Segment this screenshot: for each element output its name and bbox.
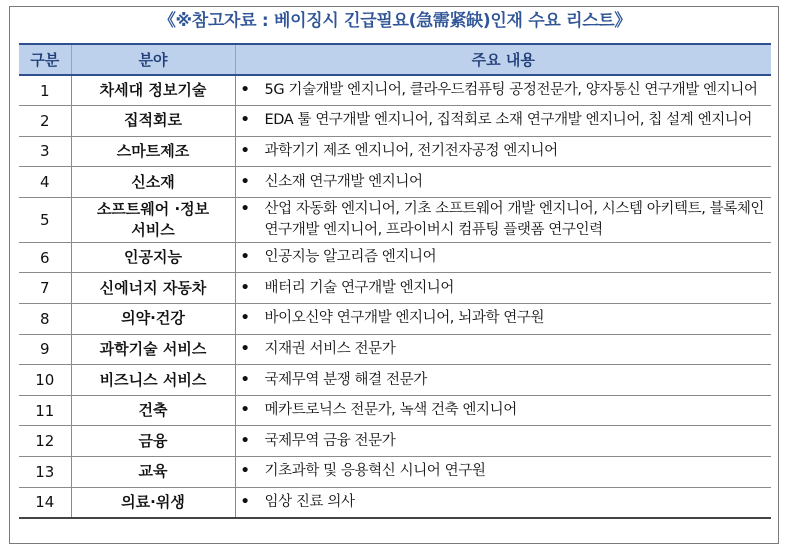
row-field-label: 집적회로: [124, 111, 182, 130]
row-number: 10: [19, 365, 71, 396]
table-row: [19, 167, 771, 198]
row-number: 12: [19, 426, 71, 457]
row-field: [71, 457, 235, 488]
row-field-label: 의료·위생: [121, 492, 185, 511]
row-field-label: 소프트웨어 ·정보: [96, 199, 210, 218]
row-content: 국제무역 분쟁 해결 전문가: [264, 371, 427, 388]
row-field: [71, 304, 235, 335]
row-field-label: 스마트제조: [116, 141, 190, 160]
row-field-label: 서비스: [131, 220, 175, 239]
row-field-label: 인공지능: [124, 248, 182, 267]
table-row: [19, 365, 771, 396]
row-content: 메카트로닉스 전문가, 녹색 건축 엔지니어: [264, 402, 517, 419]
bullet-icon: •: [240, 310, 250, 327]
table-row: [19, 242, 771, 273]
table-row: [19, 136, 771, 167]
row-content: 배터리 기술 연구개발 엔지니어: [264, 279, 455, 296]
row-content-cell: [235, 487, 771, 518]
row-content-cell: [235, 273, 771, 304]
row-number: 3: [19, 136, 71, 167]
header-field: 분야: [71, 44, 235, 75]
row-field: [71, 106, 235, 137]
row-content-cell: [235, 106, 771, 137]
row-field-label: 건축: [138, 401, 168, 420]
talent-demand-table: [19, 43, 771, 519]
bullet-icon: •: [240, 279, 250, 296]
bullet-icon: •: [240, 493, 250, 510]
row-content-cell: [235, 426, 771, 457]
row-content: 국제무역 금융 전문가: [264, 432, 396, 449]
row-content-cell: [235, 365, 771, 396]
row-number: 6: [19, 242, 71, 273]
row-number: 11: [19, 395, 71, 426]
row-field: [71, 426, 235, 457]
row-content-cell: [235, 395, 771, 426]
bullet-icon: •: [240, 200, 250, 217]
row-field-label: 금융: [138, 431, 168, 450]
bullet-icon: •: [240, 249, 250, 266]
table-row: [19, 395, 771, 426]
row-content-cell: [235, 136, 771, 167]
page-title: 《※참고자료 : 베이징시 긴급필요(急需紧缺)인재 수요 리스트》: [158, 11, 632, 31]
row-number: 13: [19, 457, 71, 488]
row-content-cell: [235, 334, 771, 365]
bullet-icon: •: [240, 173, 250, 190]
row-content: EDA 툴 연구개발 엔지니어, 집적회로 소재 연구개발 엔지니어, 칩 설계 엔지니어: [264, 112, 753, 129]
row-content-cell: [235, 75, 771, 106]
bullet-icon: •: [240, 340, 250, 357]
row-number: 4: [19, 167, 71, 198]
row-content: 바이오신약 연구개발 엔지니어, 뇌과학 연구원: [264, 310, 545, 327]
row-field: [71, 273, 235, 304]
row-field: [71, 242, 235, 273]
row-content: 산업 자동화 엔지니어, 기초 소프트웨어 개발 엔지니어, 시스템 아키텍트, 블록체인 연구개발 엔지니어, 프라이버시 컴퓨팅 플랫폼 연구인력: [264, 200, 765, 238]
row-field: [71, 75, 235, 106]
row-content-cell: [235, 457, 771, 488]
table-row: [19, 197, 771, 242]
row-number: 7: [19, 273, 71, 304]
row-number: 5: [19, 197, 71, 242]
bullet-icon: •: [240, 82, 250, 99]
row-field: [71, 334, 235, 365]
row-content: 기초과학 및 응용혁신 시니어 연구원: [264, 463, 486, 480]
row-content-cell: [235, 304, 771, 335]
row-number: 14: [19, 487, 71, 518]
table-row: [19, 457, 771, 488]
row-field-label: 의약·건강: [121, 309, 185, 328]
row-field: [71, 395, 235, 426]
row-field-label: 신소재: [131, 172, 175, 191]
row-content: 지재권 서비스 전문가: [264, 340, 396, 357]
row-content-cell: [235, 197, 771, 242]
header-content: 주요 내용: [235, 44, 771, 75]
row-content-cell: [235, 167, 771, 198]
row-number: 9: [19, 334, 71, 365]
table-row: [19, 304, 771, 335]
bullet-icon: •: [240, 112, 250, 129]
table-row: [19, 75, 771, 106]
row-content: 과학기기 제조 엔지니어, 전기전자공정 엔지니어: [264, 142, 558, 159]
row-content: 신소재 연구개발 엔지니어: [264, 173, 423, 190]
table-row: [19, 106, 771, 137]
row-field-label: 차세대 정보기술: [99, 81, 207, 100]
row-field-label: 과학기술 서비스: [99, 339, 207, 358]
table-row: [19, 334, 771, 365]
header-category: 구분: [19, 44, 71, 75]
table-row: [19, 487, 771, 518]
row-field: [71, 365, 235, 396]
row-field-label: 신에너지 자동차: [99, 278, 207, 297]
row-field-label: 교육: [138, 462, 168, 481]
bullet-icon: •: [240, 371, 250, 388]
row-field-label: 비즈니스 서비스: [99, 370, 207, 389]
row-content: 임상 진료 의사: [264, 493, 355, 510]
row-field: [71, 136, 235, 167]
row-field: [71, 167, 235, 198]
row-number: 2: [19, 106, 71, 137]
row-content: 인공지능 알고리즘 엔지니어: [264, 249, 437, 266]
bullet-icon: •: [240, 432, 250, 449]
row-number: 8: [19, 304, 71, 335]
bullet-icon: •: [240, 402, 250, 419]
table-row: [19, 273, 771, 304]
row-content: 5G 기술개발 엔지니어, 클라우드컴퓨팅 공정전문가, 양자통신 연구개발 엔지니어: [264, 82, 758, 99]
row-field: [71, 197, 235, 242]
table-header-row: [19, 44, 771, 75]
table-row: [19, 426, 771, 457]
bullet-icon: •: [240, 463, 250, 480]
row-number: 1: [19, 75, 71, 106]
bullet-icon: •: [240, 142, 250, 159]
row-content-cell: [235, 242, 771, 273]
row-field: [71, 487, 235, 518]
